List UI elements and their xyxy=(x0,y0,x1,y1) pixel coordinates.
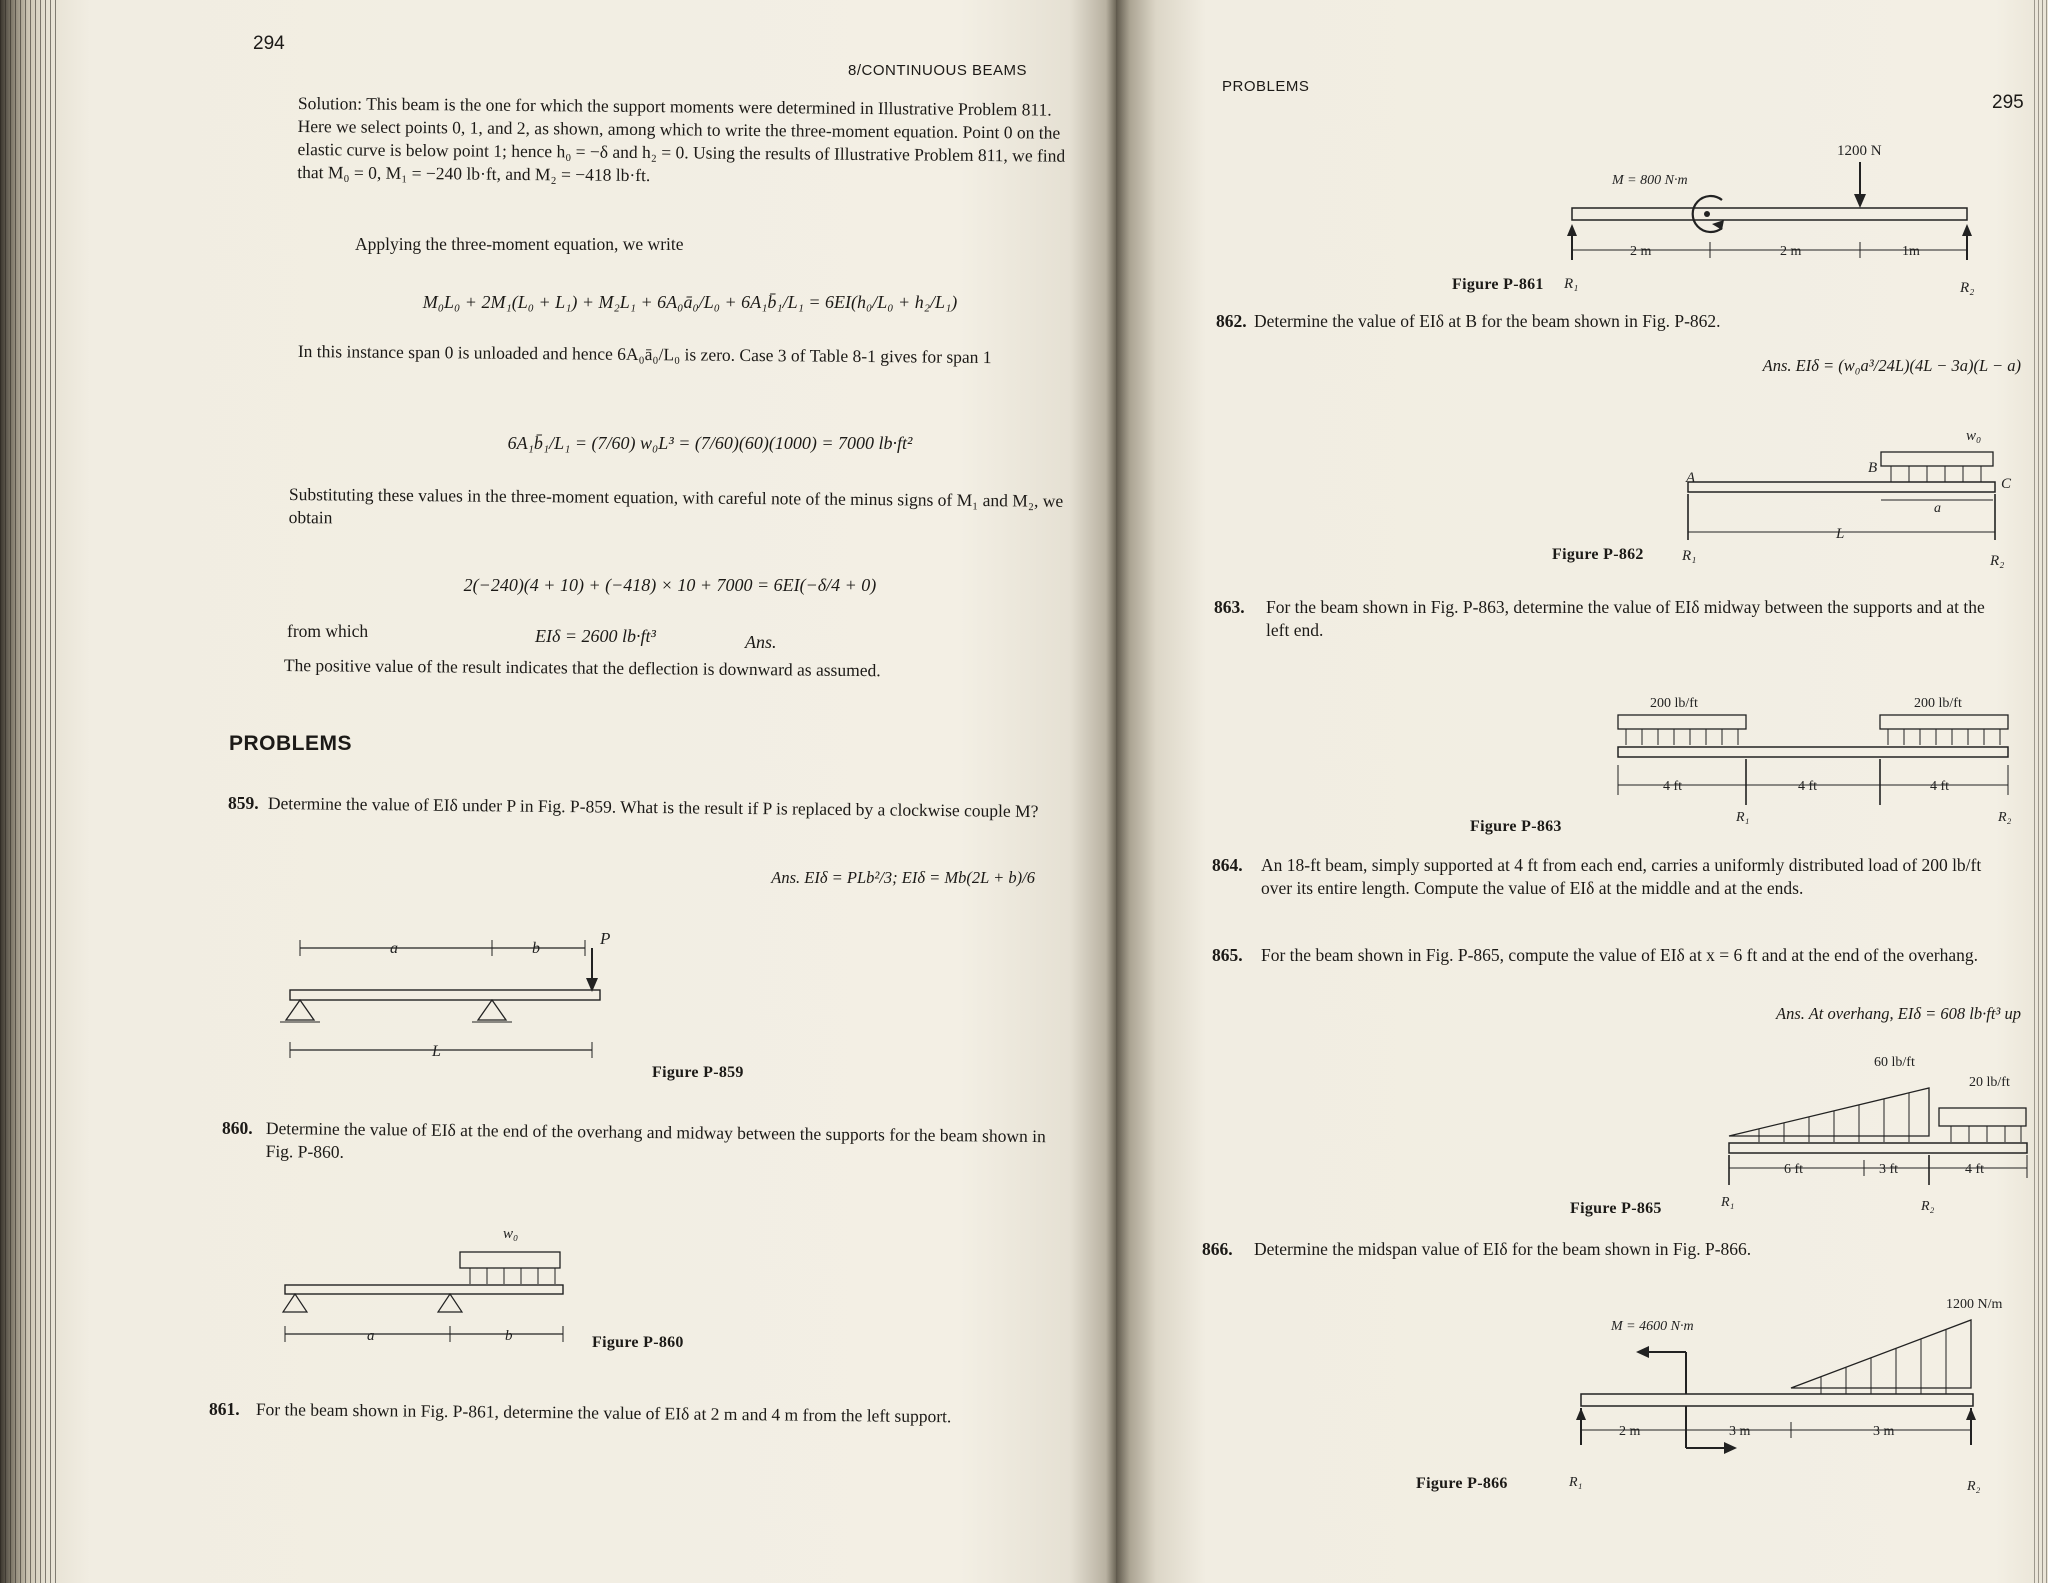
triangular-load xyxy=(1729,1088,1929,1136)
reaction-r2: R₂ xyxy=(1990,553,2005,569)
dim-3: 4 ft xyxy=(1930,779,1950,794)
page-number: 295 xyxy=(1992,92,2024,113)
dim-2: 2 m xyxy=(1780,244,1802,259)
triangular-load xyxy=(1791,1320,1971,1388)
problem-863-text: For the beam shown in Fig. P-863, determine the value of EIδ midway between the supports and at the left end. xyxy=(1266,597,1985,640)
problem-859-number: 859. xyxy=(228,793,259,813)
load-1-label: 60 lb/ft xyxy=(1874,1055,1915,1070)
problem-859-answer: Ans. EIδ = PLb²/3; EIδ = Mb(2L + b)/6 xyxy=(771,868,1035,887)
problem-860-number: 860. xyxy=(222,1118,253,1138)
beam xyxy=(290,990,600,1000)
dim-2: 3 m xyxy=(1729,1424,1751,1439)
figure-p861-diagram xyxy=(1564,140,2032,300)
positive-value-paragraph: The positive value of the result indicates that the deflection is downward as assumed. xyxy=(283,654,881,681)
beam xyxy=(1572,208,1967,220)
dim-b: b xyxy=(505,1328,513,1344)
right-page xyxy=(1116,0,2048,1583)
running-head: PROBLEMS xyxy=(1222,78,1310,95)
reaction-r2-arrow xyxy=(1962,224,1972,236)
solution-paragraph: Solution: This beam is the one for which the support moments were determined in Illustrative Problem 811. Here we select points 0, 1, and 2, as shown, among which to write the three-moment equation. Point 0 on the elastic curve is below point 1; hence h₀ = −δ and h₂ = 0. Using the results of Illustrative Problem 811, we find that M₀ = 0, M₁ = −240 lb·ft, and M₂ = −418 lb·ft. xyxy=(297,92,1066,186)
figure-p866-caption: Figure P-866 xyxy=(1416,1475,1508,1492)
dim-2: 4 ft xyxy=(1798,779,1818,794)
dim-a: a xyxy=(390,940,398,957)
dim-b: b xyxy=(532,940,540,957)
right-support xyxy=(438,1294,462,1312)
beam xyxy=(1618,747,2008,757)
reaction-r2: R₂ xyxy=(1921,1199,1935,1214)
figure-p859-diagram xyxy=(270,920,650,1080)
point-c: C xyxy=(2001,476,2012,492)
running-head: 8/CONTINUOUS BEAMS xyxy=(848,62,1028,79)
figure-p861-caption: Figure P-861 xyxy=(1452,276,1544,293)
dim-a: a xyxy=(1934,501,1941,516)
beam xyxy=(1729,1143,2027,1153)
dim-1: 6 ft xyxy=(1784,1162,1804,1177)
case3-equation: 6A₁b̄₁/L₁ = (7/60) w₀L³ = (7/60)(60)(1000) = 7000 lb·ft² xyxy=(507,433,913,453)
figure-p862-caption: Figure P-862 xyxy=(1552,546,1644,563)
beam xyxy=(1688,482,1995,492)
substitution-paragraph: Substituting these values in the three-moment equation, with careful note of the minus signs of M₁ and M₂, we obtain xyxy=(288,483,1064,528)
reaction-r2: R₂ xyxy=(1998,810,2012,825)
substituted-equation: 2(−240)(4 + 10) + (−418) × 10 + 7000 = 6EI(−δ/4 + 0) xyxy=(463,575,877,595)
span-paragraph: In this instance span 0 is unloaded and hence 6A₀ā₀/L₀ is zero. Case 3 of Table 8-1 gives for span 1 xyxy=(297,340,992,368)
right-support xyxy=(478,1000,506,1020)
page-edges xyxy=(0,0,60,1583)
dim-3: 1m xyxy=(1902,244,1920,259)
figure-p863-caption: Figure P-863 xyxy=(1470,818,1562,835)
problem-859-text: Determine the value of EIδ under P in Fig. P-859. What is the result if P is replaced by a clockwise couple M? xyxy=(267,792,1039,822)
problem-864-text: An 18-ft beam, simply supported at 4 ft from each end, carries a uniformly distributed load of 200 lb/ft over its entire length. Compute the value of EIδ at the middle and at the ends. xyxy=(1261,855,1982,898)
load-label: 1200 N/m xyxy=(1946,1297,2003,1312)
dim-3: 3 m xyxy=(1873,1424,1895,1439)
beam xyxy=(1581,1394,1973,1406)
figure-p866-diagram xyxy=(1569,1290,2021,1510)
figure-p865-diagram xyxy=(1721,1050,2048,1214)
dim-2: 3 ft xyxy=(1879,1162,1899,1177)
load-w0: w₀ xyxy=(1966,428,1982,444)
applying-text: Applying the three-moment equation, we write xyxy=(355,234,684,254)
reaction-r1: R₁ xyxy=(1721,1195,1735,1210)
reaction-r1: R₁ xyxy=(1569,1475,1583,1490)
reaction-r1: R₁ xyxy=(1564,276,1579,292)
uniform-load xyxy=(1939,1108,2026,1126)
figure-p865-caption: Figure P-865 xyxy=(1570,1200,1662,1217)
distributed-load xyxy=(1881,452,1993,466)
left-support xyxy=(286,1000,314,1020)
point-b: B xyxy=(1868,460,1878,476)
result-ans-label: Ans. xyxy=(745,632,777,652)
problem-865-text: For the beam shown in Fig. P-865, compute the value of EIδ at x = 6 ft and at the end of the overhang. xyxy=(1261,945,1978,965)
load-w0: w₀ xyxy=(503,1226,519,1242)
dim-1: 2 m xyxy=(1619,1424,1641,1439)
problem-862-number: 862. xyxy=(1216,311,1247,331)
problem-864-number: 864. xyxy=(1212,855,1243,875)
result-equation: EIδ = 2600 lb·ft³ xyxy=(535,626,656,646)
figure-p863-diagram xyxy=(1618,695,2038,845)
page-number: 294 xyxy=(253,33,285,54)
three-moment-equation: M₀L₀ + 2M₁(L₀ + L₁) + M₂L₁ + 6A₀ā₀/L₀ + 6A₁b̄₁/L₁ = 6EI(h₀/L₀ + h₂/L₁) xyxy=(422,292,958,312)
problem-862-text: Determine the value of EIδ at B for the beam shown in Fig. P-862. xyxy=(1254,311,1721,331)
beam xyxy=(285,1285,563,1294)
figure-p862-diagram xyxy=(1676,420,2036,570)
problem-863-number: 863. xyxy=(1214,597,1245,617)
problem-860-text: Determine the value of EIδ at the end of the overhang and midway between the supports for the beam shown in Fig. P-860. xyxy=(265,1118,1046,1162)
reaction-r1: R₁ xyxy=(1736,810,1750,825)
dim-3: 4 ft xyxy=(1965,1162,1985,1177)
load-2-label: 20 lb/ft xyxy=(1969,1075,2010,1090)
dim-l: L xyxy=(1836,526,1845,542)
moment-label: M = 4600 N·m xyxy=(1611,1319,1694,1334)
dim-1: 4 ft xyxy=(1663,779,1683,794)
from-which-text: from which xyxy=(287,621,369,641)
figure-p860-diagram xyxy=(275,1222,585,1357)
moment-label: M = 800 N·m xyxy=(1612,173,1688,188)
left-support xyxy=(283,1294,307,1312)
point-load-arrow xyxy=(1854,194,1866,208)
problem-865-number: 865. xyxy=(1212,945,1243,965)
left-distributed-load xyxy=(1618,715,1746,729)
dim-1: 2 m xyxy=(1630,244,1652,259)
figure-p859-caption: Figure P-859 xyxy=(652,1064,744,1081)
problems-heading: PROBLEMS xyxy=(229,732,353,755)
problem-861-number: 861. xyxy=(209,1399,240,1419)
reaction-r1: R₁ xyxy=(1682,548,1697,564)
problem-861-text: For the beam shown in Fig. P-861, determine the value of EIδ at 2 m and 4 m from the left support. xyxy=(255,1399,952,1427)
problem-866-number: 866. xyxy=(1202,1239,1233,1259)
problem-865-answer: Ans. At overhang, EIδ = 608 lb·ft³ up xyxy=(1776,1004,2021,1023)
load-p: P xyxy=(600,929,611,948)
load-right-label: 200 lb/ft xyxy=(1914,696,1962,711)
problem-866-text: Determine the midspan value of EIδ for the beam shown in Fig. P-866. xyxy=(1254,1239,1752,1259)
dim-a: a xyxy=(367,1328,375,1344)
point-a: A xyxy=(1686,470,1696,486)
reaction-r1-arrow xyxy=(1567,224,1577,236)
distributed-load xyxy=(460,1252,560,1268)
load-left-label: 200 lb/ft xyxy=(1650,696,1698,711)
problem-862-answer: Ans. EIδ = (w₀a³/24L)(4L − 3a)(L − a) xyxy=(1762,356,2021,375)
reaction-r2: R₂ xyxy=(1967,1479,1981,1494)
figure-p860-caption: Figure P-860 xyxy=(592,1334,684,1351)
right-distributed-load xyxy=(1880,715,2008,729)
dim-l: L xyxy=(432,1043,441,1060)
reaction-r2: R₂ xyxy=(1960,280,1975,296)
load-label: 1200 N xyxy=(1837,143,1882,159)
